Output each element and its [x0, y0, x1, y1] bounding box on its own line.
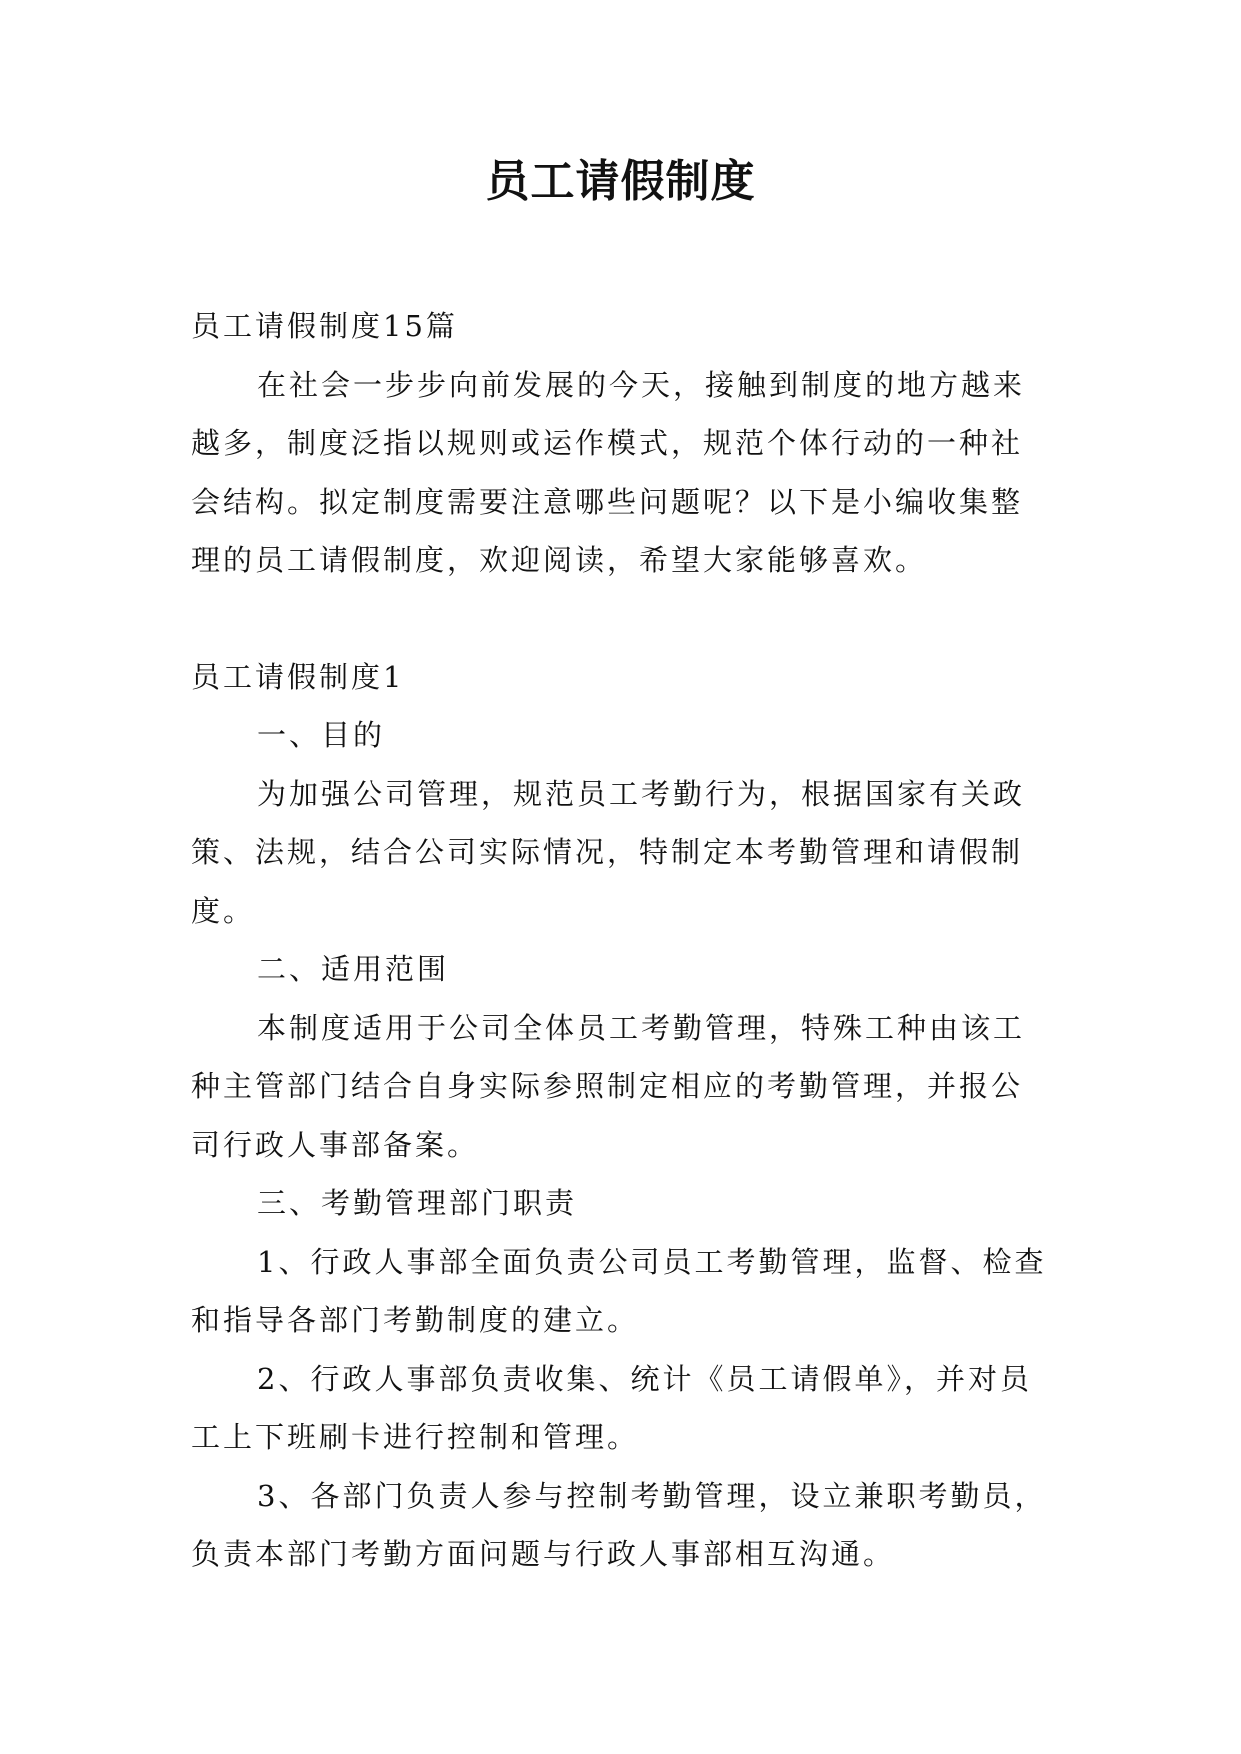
- paragraph-purpose: 为加强公司管理，规范员工考勤行为，根据国家有关政策、法规，结合公司实际情况，特制定本考勤管理和请假制度。: [191, 776, 1026, 928]
- heading-purpose: 一、目的: [257, 718, 386, 752]
- intro-paragraph: 在社会一步步向前发展的今天，接触到制度的地方越来越多，制度泛指以规则或运作模式，规范个体行动的一种社会结构。拟定制度需要注意哪些问题呢？以下是小编收集整理的员工请假制度，欢迎阅读，希望大家能够喜欢。: [191, 367, 1026, 577]
- document-body: [191, 297, 1049, 1584]
- document-title: 员工请假制度: [485, 156, 756, 207]
- document-subtitle: 员工请假制度15篇: [191, 309, 458, 343]
- list-item-3: 3、各部门负责人参与控制考勤管理，设立兼职考勤员，负责本部门考勤方面问题与行政人事部相互沟通。: [191, 1478, 1047, 1571]
- section-heading: 员工请假制度1: [191, 659, 405, 694]
- paragraph-scope: 本制度适用于公司全体员工考勤管理，特殊工种由该工种主管部门结合自身实际参照制定相应的考勤管理，并报公司行政人事部备案。: [191, 1010, 1026, 1162]
- list-item-2: 2、行政人事部负责收集、统计《员工请假单》，并对员工上下班刷卡进行控制和管理。: [191, 1361, 1032, 1454]
- heading-responsibilities: 三、考勤管理部门职责: [257, 1186, 578, 1220]
- list-item-1: 1、行政人事部全面负责公司员工考勤管理，监督、检查和指导各部门考勤制度的建立。: [191, 1244, 1047, 1337]
- paragraph-spacer: [191, 590, 1049, 648]
- heading-scope: 二、适用范围: [257, 952, 450, 986]
